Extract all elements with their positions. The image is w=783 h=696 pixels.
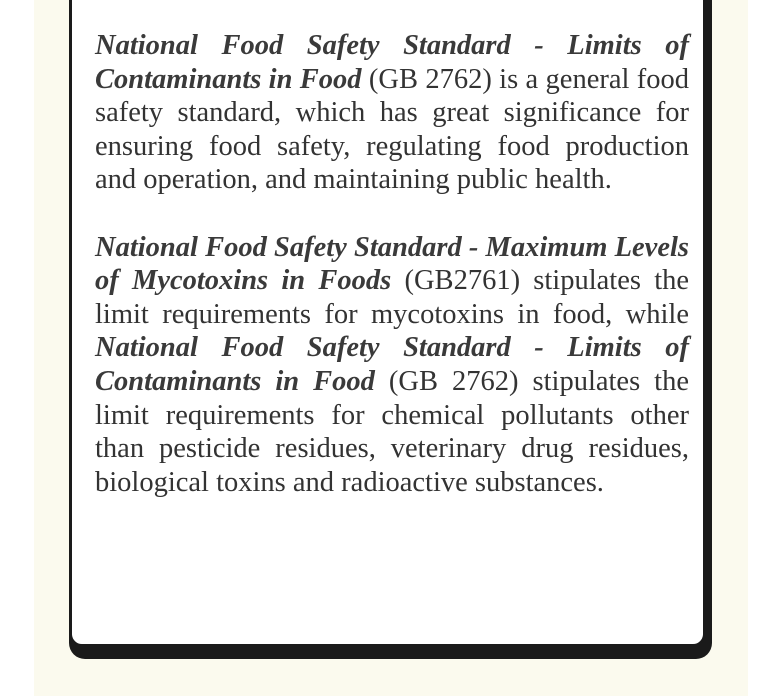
standard-title-gb2762: National Food Safety Standard - Limits of Contaminants in Food [95, 332, 689, 397]
paragraph-gb2762-overview [95, 29, 689, 197]
card-content [95, 29, 689, 533]
standard-title-gb2761: National Food Safety Standard - Maximum Levels of Mycotoxins in Foods [95, 231, 689, 297]
paragraph-text: (GB 2762) stipulates the limit requirements for chemical pollutants other than pesticide residues, veterinary drug residues, biological toxins and radioactive substances. [95, 365, 689, 498]
paragraph-gb2761-vs-gb2762 [95, 231, 689, 500]
standard-title-gb2762: National Food Safety Standard - Limits of Contaminants in Food [95, 30, 689, 95]
paragraph-text: (GB2761) stipulates the limit requirements for mycotoxins in food, while [95, 265, 690, 330]
paragraph-text: (GB 2762) is a general food safety standard, which has great significance for ensuring food safety, regulating food production and operation, and maintaining public health. [95, 63, 689, 196]
